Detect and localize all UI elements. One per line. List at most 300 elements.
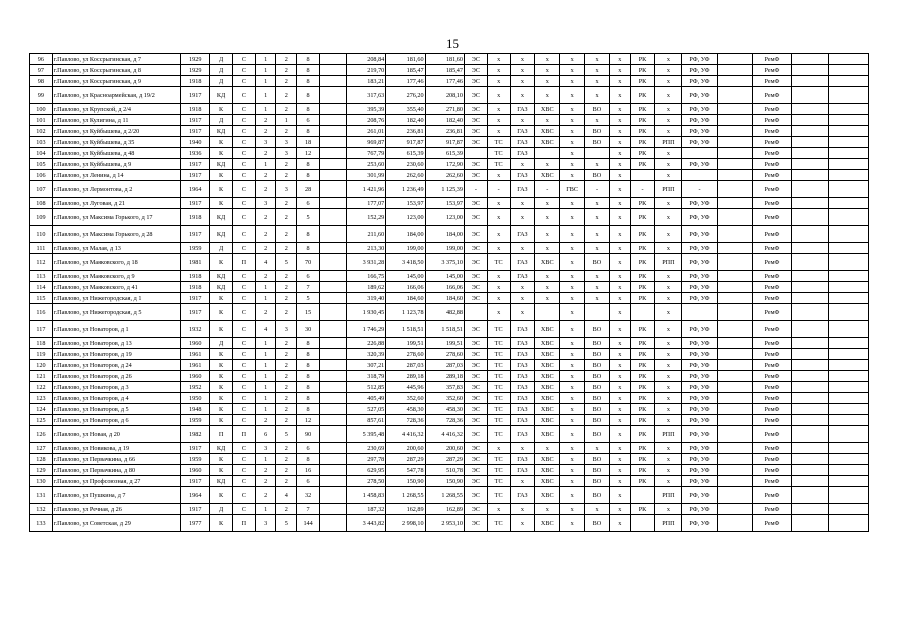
cell-hot-water: х: [560, 148, 585, 159]
table-row: [30, 87, 869, 104]
cell-residential-area: 510,78: [425, 465, 464, 476]
cell-entrances: 6: [255, 426, 276, 443]
cell-facade: РФ, УФ: [682, 126, 717, 137]
cell-apartments: 8: [297, 338, 320, 349]
cell-wall-material: Д: [210, 243, 233, 254]
cell-facade: РФ, УФ: [682, 338, 717, 349]
cell-lift: х: [655, 54, 682, 65]
cell-reserved-2: [717, 170, 752, 181]
cell-roof: РК: [630, 209, 655, 226]
cell-entrances: 1: [255, 282, 276, 293]
cell-cold-water: ХВС: [535, 465, 560, 476]
cell-address: г.Павлово, ул Новаторов, д 6: [52, 415, 180, 426]
cell-wall-material: К: [210, 104, 233, 115]
cell-wall-material: К: [210, 415, 233, 426]
cell-residential-area: 182,40: [425, 115, 464, 126]
cell-floors: 2: [276, 443, 297, 454]
cell-building-type: С: [233, 76, 256, 87]
cell-facade: РФ, УФ: [682, 404, 717, 415]
cell-wall-material: КД: [210, 271, 233, 282]
cell-roof: РК: [630, 126, 655, 137]
cell-electricity: ЭС: [464, 515, 487, 532]
cell-roof: РК: [630, 76, 655, 87]
cell-reserved: [319, 65, 346, 76]
cell-living-area: 153,97: [386, 198, 425, 209]
cell-gas: х: [510, 65, 535, 76]
cell-reserved-2: [717, 426, 752, 443]
cell-gas: х: [510, 198, 535, 209]
cell-apartments: 5: [297, 293, 320, 304]
cell-roof: РК: [630, 87, 655, 104]
cell-sewage: х: [585, 87, 610, 104]
cell-roof: РК: [630, 404, 655, 415]
cell-facade: РФ, УФ: [682, 65, 717, 76]
cell-residential-area: 728,36: [425, 415, 464, 426]
cell-building-type: С: [233, 504, 256, 515]
cell-address: г.Павлово, ул Нижегородская, д 1: [52, 293, 180, 304]
cell-residential-area: 278,60: [425, 349, 464, 360]
cell-address: г.Павлово, ул Пушкина, д 7: [52, 487, 180, 504]
cell-floors: 2: [276, 104, 297, 115]
cell-floors: 3: [276, 148, 297, 159]
cell-extra-1: [792, 443, 829, 454]
cell-sewage: х: [585, 504, 610, 515]
table-row: [30, 382, 869, 393]
cell-building-type: С: [233, 338, 256, 349]
cell-roof: РК: [630, 454, 655, 465]
cell-repair-fund: РемФ: [752, 404, 791, 415]
cell-building-type: С: [233, 487, 256, 504]
cell-wall-material: К: [210, 321, 233, 338]
cell-lift: РПП: [655, 181, 682, 198]
cell-lift: х: [655, 404, 682, 415]
cell-sewage: ВО: [585, 393, 610, 404]
cell-apartments: 6: [297, 476, 320, 487]
cell-electricity: ЭС: [464, 137, 487, 148]
cell-cold-water: [535, 304, 560, 321]
cell-apartments: 8: [297, 243, 320, 254]
cell-heating: х: [487, 76, 510, 87]
cell-extra-2: [829, 304, 869, 321]
cell-reserved: [319, 515, 346, 532]
cell-facade: РФ, УФ: [682, 382, 717, 393]
cell-entrances: 2: [255, 126, 276, 137]
cell-residential-area: 162,89: [425, 504, 464, 515]
cell-residential-area: 153,97: [425, 198, 464, 209]
cell-apartments: 6: [297, 443, 320, 454]
cell-extra-2: [829, 382, 869, 393]
cell-living-area: 236,81: [386, 126, 425, 137]
cell-row-number: 106: [30, 170, 53, 181]
cell-apartments: 6: [297, 198, 320, 209]
cell-wall-material: К: [210, 181, 233, 198]
cell-residential-area: 200,60: [425, 443, 464, 454]
cell-row-number: 102: [30, 126, 53, 137]
cell-extra-1: [792, 465, 829, 476]
cell-facade: РФ, УФ: [682, 476, 717, 487]
cell-address: г.Павлово, ул Советская, д 29: [52, 515, 180, 532]
cell-reserved: [319, 349, 346, 360]
cell-apartments: 144: [297, 515, 320, 532]
cell-address: г.Павлово, ул Новаторов, д 13: [52, 338, 180, 349]
cell-gas: х: [510, 476, 535, 487]
cell-address: г.Павлово, ул Первачкина, д 80: [52, 465, 180, 476]
cell-year-built: 1961: [181, 349, 210, 360]
cell-total-area: 253,60: [346, 159, 385, 170]
cell-gas: ГАЗ: [510, 371, 535, 382]
cell-repair-fund: РемФ: [752, 181, 791, 198]
cell-wall-material: К: [210, 304, 233, 321]
cell-extra-1: [792, 87, 829, 104]
cell-reserved: [319, 115, 346, 126]
cell-roof: РК: [630, 137, 655, 148]
cell-address: г.Павлово, ул Первачкина, д 66: [52, 454, 180, 465]
cell-repair-fund: РемФ: [752, 159, 791, 170]
cell-address: г.Павлово, ул Новая, д 20: [52, 426, 180, 443]
cell-lift: х: [655, 321, 682, 338]
cell-living-area: 150,90: [386, 476, 425, 487]
cell-living-area: 181,60: [386, 54, 425, 65]
cell-entrances: 4: [255, 321, 276, 338]
cell-cold-water: [535, 148, 560, 159]
cell-wall-material: К: [210, 293, 233, 304]
cell-heating: х: [487, 504, 510, 515]
cell-sewage: ВО: [585, 465, 610, 476]
cell-gas: х: [510, 515, 535, 532]
cell-bath: х: [609, 360, 630, 371]
cell-cold-water: ХВС: [535, 382, 560, 393]
cell-entrances: 2: [255, 209, 276, 226]
cell-electricity: ЭС: [464, 321, 487, 338]
cell-cold-water: х: [535, 243, 560, 254]
cell-sewage: [585, 304, 610, 321]
cell-total-area: 5 395,48: [346, 426, 385, 443]
cell-reserved-2: [717, 159, 752, 170]
cell-floors: 2: [276, 126, 297, 137]
cell-living-area: 355,40: [386, 104, 425, 115]
cell-extra-1: [792, 126, 829, 137]
cell-gas: ГАЗ: [510, 338, 535, 349]
cell-facade: РФ, УФ: [682, 393, 717, 404]
cell-cold-water: х: [535, 271, 560, 282]
cell-electricity: ЭС: [464, 226, 487, 243]
table-row: [30, 393, 869, 404]
cell-apartments: 8: [297, 54, 320, 65]
cell-living-area: 1 268,55: [386, 487, 425, 504]
cell-wall-material: К: [210, 254, 233, 271]
cell-hot-water: х: [560, 349, 585, 360]
cell-sewage: ВО: [585, 515, 610, 532]
cell-entrances: 1: [255, 54, 276, 65]
cell-roof: РК: [630, 293, 655, 304]
cell-heating: х: [487, 87, 510, 104]
cell-electricity: ЭС: [464, 104, 487, 115]
cell-lift: х: [655, 465, 682, 476]
cell-address: г.Павлово, ул Крупской, д 2/4: [52, 104, 180, 115]
cell-extra-2: [829, 487, 869, 504]
cell-cold-water: х: [535, 115, 560, 126]
cell-reserved: [319, 487, 346, 504]
cell-reserved-2: [717, 137, 752, 148]
cell-entrances: 2: [255, 271, 276, 282]
cell-wall-material: КД: [210, 159, 233, 170]
cell-bath: х: [609, 404, 630, 415]
cell-wall-material: Д: [210, 115, 233, 126]
table-row: [30, 271, 869, 282]
cell-heating: ТС: [487, 465, 510, 476]
cell-wall-material: К: [210, 465, 233, 476]
cell-wall-material: КД: [210, 226, 233, 243]
cell-heating: х: [487, 198, 510, 209]
cell-electricity: [464, 304, 487, 321]
cell-address: г.Павлово, ул Луговая, д 21: [52, 198, 180, 209]
cell-row-number: 112: [30, 254, 53, 271]
cell-heating: ТС: [487, 137, 510, 148]
cell-bath: х: [609, 137, 630, 148]
cell-total-area: 301,99: [346, 170, 385, 181]
cell-roof: РК: [630, 360, 655, 371]
cell-extra-1: [792, 181, 829, 198]
table-row: [30, 360, 869, 371]
cell-sewage: ВО: [585, 360, 610, 371]
cell-building-type: С: [233, 382, 256, 393]
cell-floors: 3: [276, 181, 297, 198]
cell-gas: х: [510, 304, 535, 321]
cell-electricity: ЭС: [464, 426, 487, 443]
cell-year-built: 1960: [181, 465, 210, 476]
cell-roof: РК: [630, 65, 655, 76]
cell-reserved: [319, 282, 346, 293]
cell-lift: х: [655, 159, 682, 170]
cell-total-area: 767,79: [346, 148, 385, 159]
cell-electricity: ЭС: [464, 170, 487, 181]
cell-heating: ТС: [487, 476, 510, 487]
cell-reserved-2: [717, 87, 752, 104]
cell-gas: ГАЗ: [510, 126, 535, 137]
cell-heating: ТС: [487, 371, 510, 382]
cell-apartments: 6: [297, 115, 320, 126]
cell-bath: х: [609, 271, 630, 282]
cell-electricity: ЭС: [464, 282, 487, 293]
cell-year-built: 1917: [181, 126, 210, 137]
cell-row-number: 97: [30, 65, 53, 76]
cell-reserved-2: [717, 338, 752, 349]
cell-facade: РФ, УФ: [682, 137, 717, 148]
cell-wall-material: Д: [210, 504, 233, 515]
cell-roof: РК: [630, 426, 655, 443]
cell-total-area: 3 931,28: [346, 254, 385, 271]
cell-bath: х: [609, 293, 630, 304]
cell-wall-material: К: [210, 148, 233, 159]
cell-living-area: 1 123,78: [386, 304, 425, 321]
cell-row-number: 96: [30, 54, 53, 65]
cell-entrances: 4: [255, 254, 276, 271]
table-row: [30, 115, 869, 126]
cell-floors: 2: [276, 404, 297, 415]
cell-address: г.Павлово, ул Новаторов, д 1: [52, 321, 180, 338]
cell-address: г.Павлово, ул Коссрыгинская, д 7: [52, 54, 180, 65]
cell-extra-2: [829, 115, 869, 126]
cell-apartments: 8: [297, 76, 320, 87]
cell-reserved-2: [717, 454, 752, 465]
cell-facade: РФ, УФ: [682, 243, 717, 254]
cell-wall-material: К: [210, 393, 233, 404]
cell-gas: х: [510, 76, 535, 87]
cell-bath: х: [609, 54, 630, 65]
cell-lift: х: [655, 393, 682, 404]
cell-roof: РК: [630, 226, 655, 243]
cell-hot-water: х: [560, 404, 585, 415]
cell-building-type: С: [233, 393, 256, 404]
cell-gas: х: [510, 504, 535, 515]
cell-extra-2: [829, 76, 869, 87]
cell-total-area: 317,63: [346, 87, 385, 104]
cell-total-area: 857,61: [346, 415, 385, 426]
cell-roof: РК: [630, 104, 655, 115]
cell-reserved: [319, 243, 346, 254]
cell-bath: х: [609, 226, 630, 243]
cell-floors: 2: [276, 282, 297, 293]
cell-row-number: 107: [30, 181, 53, 198]
cell-facade: [682, 304, 717, 321]
cell-year-built: 1936: [181, 148, 210, 159]
cell-extra-1: [792, 293, 829, 304]
cell-reserved: [319, 304, 346, 321]
cell-hot-water: х: [560, 282, 585, 293]
cell-repair-fund: РемФ: [752, 65, 791, 76]
cell-sewage: х: [585, 198, 610, 209]
cell-extra-2: [829, 321, 869, 338]
cell-gas: х: [510, 159, 535, 170]
cell-row-number: 130: [30, 476, 53, 487]
cell-floors: 2: [276, 226, 297, 243]
cell-entrances: 3: [255, 443, 276, 454]
cell-building-type: С: [233, 243, 256, 254]
cell-floors: 2: [276, 54, 297, 65]
cell-bath: х: [609, 209, 630, 226]
cell-entrances: 2: [255, 465, 276, 476]
cell-reserved: [319, 382, 346, 393]
cell-cold-water: х: [535, 293, 560, 304]
cell-facade: [682, 148, 717, 159]
cell-address: г.Павлово, ул Куйбышева, д 2/20: [52, 126, 180, 137]
table-row: [30, 476, 869, 487]
cell-year-built: 1932: [181, 321, 210, 338]
cell-heating: х: [487, 243, 510, 254]
cell-facade: РФ, УФ: [682, 115, 717, 126]
cell-apartments: 8: [297, 349, 320, 360]
cell-bath: х: [609, 170, 630, 181]
cell-gas: ГАЗ: [510, 454, 535, 465]
cell-electricity: ЭС: [464, 293, 487, 304]
cell-residential-area: 181,60: [425, 54, 464, 65]
cell-total-area: 187,32: [346, 504, 385, 515]
cell-residential-area: 917,87: [425, 137, 464, 148]
cell-heating: ТС: [487, 321, 510, 338]
cell-extra-2: [829, 338, 869, 349]
cell-facade: РФ, УФ: [682, 54, 717, 65]
cell-wall-material: КД: [210, 443, 233, 454]
cell-gas: х: [510, 282, 535, 293]
cell-residential-area: 177,46: [425, 76, 464, 87]
cell-reserved: [319, 181, 346, 198]
cell-extra-1: [792, 209, 829, 226]
cell-sewage: х: [585, 443, 610, 454]
cell-lift: х: [655, 104, 682, 115]
cell-wall-material: КД: [210, 209, 233, 226]
cell-extra-2: [829, 404, 869, 415]
cell-electricity: ЭС: [464, 54, 487, 65]
cell-wall-material: КД: [210, 126, 233, 137]
cell-gas: ГАЗ: [510, 254, 535, 271]
cell-repair-fund: РемФ: [752, 393, 791, 404]
cell-residential-area: 199,00: [425, 243, 464, 254]
cell-heating: х: [487, 126, 510, 137]
cell-hot-water: х: [560, 226, 585, 243]
cell-gas: х: [510, 243, 535, 254]
cell-sewage: х: [585, 65, 610, 76]
cell-heating: х: [487, 271, 510, 282]
cell-hot-water: х: [560, 504, 585, 515]
cell-facade: РФ, УФ: [682, 443, 717, 454]
cell-repair-fund: РемФ: [752, 382, 791, 393]
cell-residential-area: 271,80: [425, 104, 464, 115]
cell-hot-water: х: [560, 476, 585, 487]
cell-entrances: 1: [255, 349, 276, 360]
cell-floors: 2: [276, 382, 297, 393]
cell-reserved-2: [717, 148, 752, 159]
cell-entrances: 3: [255, 515, 276, 532]
cell-lift: х: [655, 338, 682, 349]
cell-residential-area: 287,29: [425, 454, 464, 465]
cell-heating: х: [487, 104, 510, 115]
cell-total-area: 629,95: [346, 465, 385, 476]
cell-wall-material: Д: [210, 76, 233, 87]
cell-living-area: 458,30: [386, 404, 425, 415]
cell-cold-water: ХВС: [535, 415, 560, 426]
cell-reserved: [319, 476, 346, 487]
cell-address: г.Павлово, ул Малая, д 13: [52, 243, 180, 254]
cell-reserved-2: [717, 209, 752, 226]
cell-residential-area: 289,18: [425, 371, 464, 382]
cell-extra-1: [792, 137, 829, 148]
cell-floors: 2: [276, 476, 297, 487]
cell-building-type: С: [233, 271, 256, 282]
cell-reserved: [319, 209, 346, 226]
cell-repair-fund: РемФ: [752, 148, 791, 159]
cell-heating: ТС: [487, 426, 510, 443]
cell-row-number: 110: [30, 226, 53, 243]
cell-cold-water: ХВС: [535, 515, 560, 532]
cell-lift: х: [655, 65, 682, 76]
cell-year-built: 1929: [181, 54, 210, 65]
cell-sewage: ВО: [585, 321, 610, 338]
cell-total-area: 278,50: [346, 476, 385, 487]
cell-extra-1: [792, 226, 829, 243]
cell-year-built: 1917: [181, 476, 210, 487]
cell-living-area: 352,60: [386, 393, 425, 404]
cell-lift: х: [655, 293, 682, 304]
cell-apartments: 8: [297, 104, 320, 115]
cell-row-number: 119: [30, 349, 53, 360]
cell-row-number: 111: [30, 243, 53, 254]
cell-entrances: 2: [255, 476, 276, 487]
cell-extra-2: [829, 243, 869, 254]
cell-residential-area: 2 953,10: [425, 515, 464, 532]
cell-building-type: С: [233, 226, 256, 243]
cell-facade: РФ, УФ: [682, 76, 717, 87]
cell-bath: х: [609, 415, 630, 426]
